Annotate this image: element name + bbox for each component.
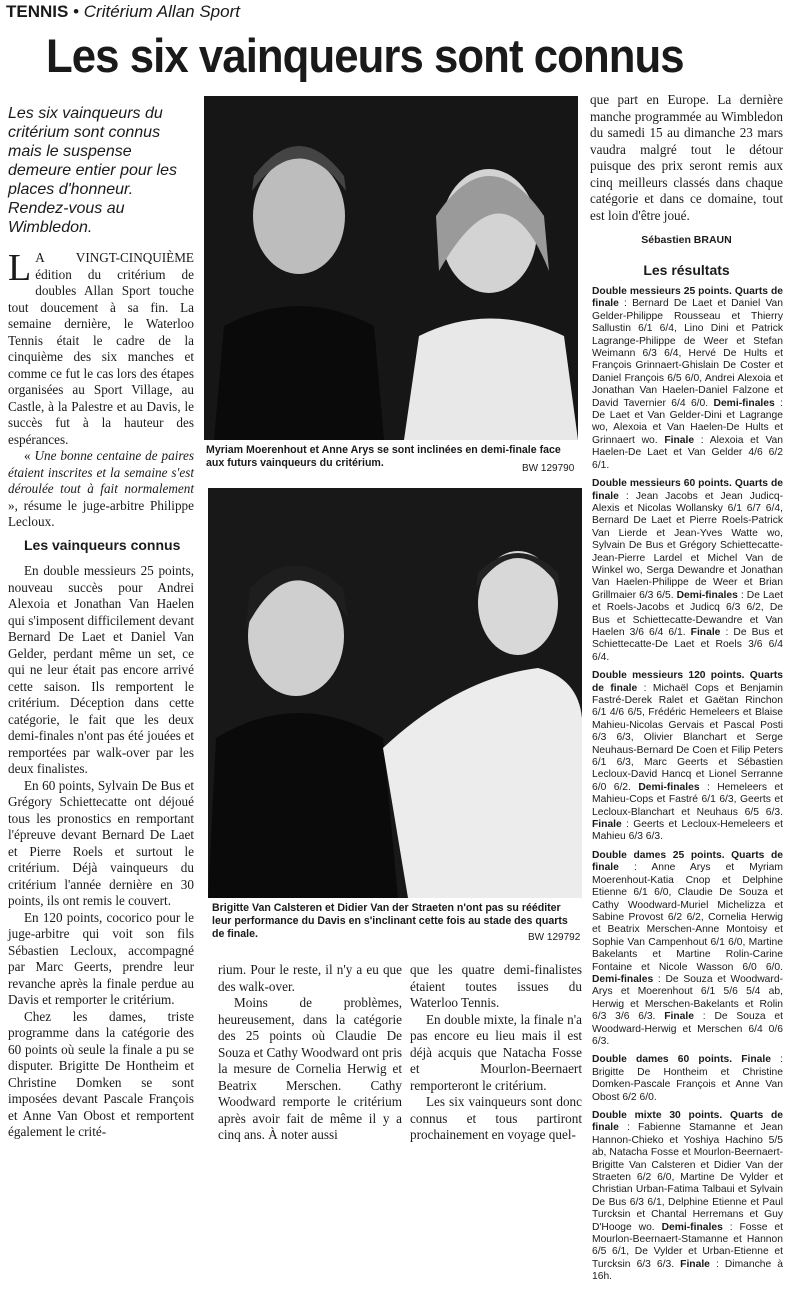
body-paragraph: Les six vainqueurs sont donc connus et tous partiront prochainement en voyage quel- xyxy=(410,1094,582,1142)
result-category: Double messieurs 120 points. Quarts de finale xyxy=(592,670,783,694)
result-final: : De Souza et Woodward-Herwig et Merschen 6/4 0/6 6/3. xyxy=(592,1011,783,1047)
photo2-caption xyxy=(212,902,580,941)
result-category: Double messieurs 25 points. Quarts de finale xyxy=(592,286,783,310)
result-semis-label: Demi-finales xyxy=(676,589,738,601)
body-paragraph: Chez les dames, triste programme dans la catégorie des 60 points où seule la finale a pu se disputer. Brigitte De Hontheim et Christine Domken se sont imposées devant Pascale François et Anne Van Obost et remportent également le crité- xyxy=(8,1008,194,1139)
body-paragraph: En double mixte, la finale n'a pas encore eu lieu mais il est déjà acquis que Natacha Fosse et Mourlon-Beernaert remporteront le critérium. xyxy=(410,1011,582,1093)
photo-illustration xyxy=(204,96,578,440)
result-final: : Dimanche à 16h. xyxy=(592,1258,783,1283)
column-1 xyxy=(8,247,194,1141)
result-semis: : Fosse et Mourlon-Beernaert-Stamanne et Hannon 6/5 6/1, De Vylder et Urban-Etienne et Turcksin 6/3 6/3. xyxy=(592,1221,783,1270)
result-final-label: Finale xyxy=(690,626,721,638)
result-category: Double dames 60 points. Finale xyxy=(592,1054,771,1066)
result-final-label: Finale xyxy=(680,1258,710,1270)
result-entry xyxy=(592,1054,783,1104)
result-body: : Fabienne Stamanne et Jean Hannon-Chieko et Yoshiya Hachino 5/5 ab, Natacha Fosse et Mourlon-Beernaert-Brigitte Van Calsteren et Didier Van der Straeten 6/2 6/0, Martine De Vylder et Christian Urban-Fatima Talbaui et Sylvain De Bus 6/3 6/1, Delphine Etienne et Paul Turcksin et Chantal Herremans et Guy D'Hooge wo. xyxy=(592,1122,783,1233)
result-semis: : De Souza et Woodward-Arys et Moerenhout 6/1 5/6 5/4 ab, Herwig et Merschen-Bakelants et Rolin 6/3 3/6 6/3. xyxy=(592,973,783,1023)
quote-open: « xyxy=(24,448,35,463)
body-paragraph: En 60 points, Sylvain De Bus et Grégory Schiettecatte ont déjoué tous les pronostics en remportant l'épreuve devant Bernard De Laet et Pierre Roels et surtout le critérium. Déjà vainqueurs du critérium l'année dernière en 30 points, ils ont remis le couvert. xyxy=(8,777,194,908)
result-category: Double messieurs 60 points. Quarts de finale xyxy=(592,478,783,502)
author-byline: Sébastien BRAUN xyxy=(641,234,732,246)
body-paragraph: En 120 points, cocorico pour le juge-arbitre qui voit son fils Sébastien Lecloux, accompagné par Marc Geerts, prendre leur revanche après la finale perdue au Davis et remporter le critérium. xyxy=(8,909,194,1007)
result-semis: : De Laet et Van Gelder-Dini et Lagrange wo, Alexoia et Van Haelen-De Hults et Grinnaert wo. xyxy=(592,397,783,446)
caption-text: Myriam Moerenhout et Anne Arys se sont inclinées en demi-finale face aux futurs vainqueurs du critérium. xyxy=(206,444,561,469)
result-body: : Michaël Cops et Benjamin Fastré-Derek Ralet et Gaëtan Rinchon 6/1 4/6 6/5, Frédéric Hemeleers et Blaise Mahieu-Nicolas Gervais et Pascal Posti 6/3 6/3, Olivier Blanchart et Serge Neuhaus-Bernard De Coen et Filip Peters 6/1 6/3, Marc Geerts et Sébastien Lecloux-David Hancq et Lionel Serranne 6/0 6/2. xyxy=(592,682,783,793)
result-body: : Anne Arys et Myriam Moerenhout-Katia Cnop et Delphine Etienne 6/1 6/0, Claudie De Souza et Cathy Woodward-Muriel Michelizza et Sabine Provost 6/2 6/2, Cornelia Herwig et Beatrix Merschen-Anne Montoisy et Sophie Van Campenhout 6/1 6/0, Martine Bakelants et Martine Rolin-Carine Fontaine et Nicole Wasson 6/0 6/0. xyxy=(592,862,783,973)
result-final-label: Finale xyxy=(664,434,695,446)
photo-vancalsteren-vanderstraeten xyxy=(208,488,582,898)
intro: Les six vainqueurs du critérium sont connus mais le suspense demeure entier pour les places d'honneur. Rendez-vous au Wimbledon. xyxy=(8,105,177,236)
result-entry xyxy=(592,286,783,472)
column-2 xyxy=(218,962,402,1144)
section-label: TENNIS xyxy=(6,2,69,21)
body-paragraph: que part en Europe. La dernière manche programmée au Wimbledon du samedi 15 au dimanche 23 mars vaudra malgré tout le détour puisque des prix seront remis aux cinq meilleurs classés dans chaque catégorie et dans ce domaine, tout est loin d'être joué. xyxy=(590,92,783,223)
photo-moerenhout-arys xyxy=(204,96,578,440)
body-paragraph: Moins de problèmes, heureusement, dans la catégorie des 25 points où Claudie De Souza et Cathy Woodward ont pris la mesure de Cornelia Herwig et Beatrix Merschen. Cathy Woodward remporte le critérium après avoir fait de même il y a cinq ans. À noter aussi xyxy=(218,995,402,1142)
result-body: : Bernard De Laet et Daniel Van Gelder-Philippe Rousseau et Thierry Sallustin 6/1 6/4, Lino Dini et Patrick Lagrange-Philippe de Weer et Stefan Weimann 6/3 6/4, Hervé De Hults et François Grinnaert-Ghislain De Coster et Daniel François 6/5 6/0, Andrei Alexoia et Jonathan Van Haelen-Daniel Falzone et David Tavernier 6/4 6/0. xyxy=(592,298,783,409)
result-semis-label: Demi-finales xyxy=(592,973,654,985)
result-category: Double mixte 30 points. Quarts de finale xyxy=(592,1110,783,1134)
drop-cap: L xyxy=(8,247,32,289)
body-paragraph: En double messieurs 25 points, nouveau succès pour Andrei Alexoia et Jonathan Van Haelen qui s'imposent difficilement devant Bernard De Laet et Daniel Van Gelder, perdant même un set, ce qui ne leur était pas encore arrivé cette saison. Ils remportent le critérium. Déception dans cette catégorie, le fait que les deux demi-finales n'ont pas été jouées et remportées par walk-over par les deux finalistes. xyxy=(8,563,194,776)
headline: Les six vainqueurs sont connus xyxy=(46,29,684,82)
lead-text: A VINGT-CINQUIÈME édition du critérium de doubles Allan Sport touche tout doucement à sa fin. La semaine dernière, le Waterloo Tennis était le cadre de la cinquième des six manches et comme ce fut le cas lors des étapes organisées au Sport Village, au Castle, à la Palestre et au Davis, le succès fut à la hauteur des espérances. xyxy=(8,250,194,447)
result-entry xyxy=(592,850,783,1049)
result-final: : Geerts et Lecloux-Hemeleers et Mahieu 6/3 6/3. xyxy=(592,819,783,843)
result-final: : De Bus et Schiettecatte-De Laet et Roels 3/6 6/4 6/4. xyxy=(592,626,783,663)
body-paragraph: rium. Pour le reste, il n'y a eu que des walk-over. xyxy=(218,962,402,994)
result-semis-label: Demi-finales xyxy=(638,781,700,793)
subhead-vainqueurs: Les vainqueurs connus xyxy=(24,536,181,553)
photo2-credit: BW 129792 xyxy=(528,932,581,943)
photo-illustration xyxy=(208,488,582,898)
lead-paragraph xyxy=(8,247,194,448)
result-entry xyxy=(592,670,783,844)
result-final: : Alexoia et Van Haelen-De Laet et Van Gelder 4/6 6/2 6/1. xyxy=(592,434,784,471)
result-body: : Jean Jacobs et Jean Judicq-Alexis et Nicolas Wollansky 6/1 6/7 6/4, Bernard De Laet et Pierre Roels-Patrick Van Lierde et Jean-Yves Watte wo, Sylvain De Bus et Grégory Schiettecatte-Jean-Pierre Lardel et Michel Van de Winkel wo, Serga Dewandre et Jonathan Van Haelen-Philippe de Weer et Brian Grillmaier 6/3 6/5. xyxy=(592,490,783,601)
result-body: : Brigitte De Hontheim et Christine Domken-Pascale François et Anne Van Obost 6/2 6/0. xyxy=(592,1054,783,1103)
quote-text: Une bonne centaine de paires étaient inscrites et la semaine s'est déroulée tout à fait normalement xyxy=(8,448,194,496)
result-semis-label: Demi-finales xyxy=(713,397,775,409)
result-semis: : De Laet et Roels-Jacobs et Judicq 6/3 6/2, De Bus et Schiettecatte-Dewandre et Van Haelen 3/6 6/4 6/1. xyxy=(592,589,783,638)
column-4 xyxy=(590,92,783,224)
column-3 xyxy=(410,962,582,1144)
quote-paragraph xyxy=(8,448,194,531)
event-name: Critérium Allan Sport xyxy=(83,2,240,21)
results-title: Les résultats xyxy=(643,262,730,278)
result-entry xyxy=(592,1110,783,1284)
result-entry xyxy=(592,478,783,664)
section-kicker xyxy=(6,2,240,22)
result-final-label: Finale xyxy=(592,819,622,831)
photo1-credit: BW 129790 xyxy=(522,463,575,474)
result-semis: : Hemeleers et Mahieu-Cops et Fastré 6/1 6/3, Geerts et Lecloux-Blanchart et Neuhaus 6/5 6/3. xyxy=(592,781,783,818)
result-semis-label: Demi-finales xyxy=(661,1221,723,1233)
caption-text: Brigitte Van Calsteren et Didier Van der Straeten n'ont pas su rééditer leur performance du Davis en s'inclinant cette fois au stade des quarts de finale. xyxy=(212,902,568,940)
results-list xyxy=(592,286,783,1290)
result-final-label: Finale xyxy=(664,1011,694,1023)
result-category: Double dames 25 points. Quarts de finale xyxy=(592,849,783,874)
body-paragraph: que les quatre demi-finalistes étaient toutes issues du Waterloo Tennis. xyxy=(410,962,582,1010)
quote-close: », résume le juge-arbitre Philippe Lecloux. xyxy=(8,497,194,529)
bullet: • xyxy=(73,2,80,21)
